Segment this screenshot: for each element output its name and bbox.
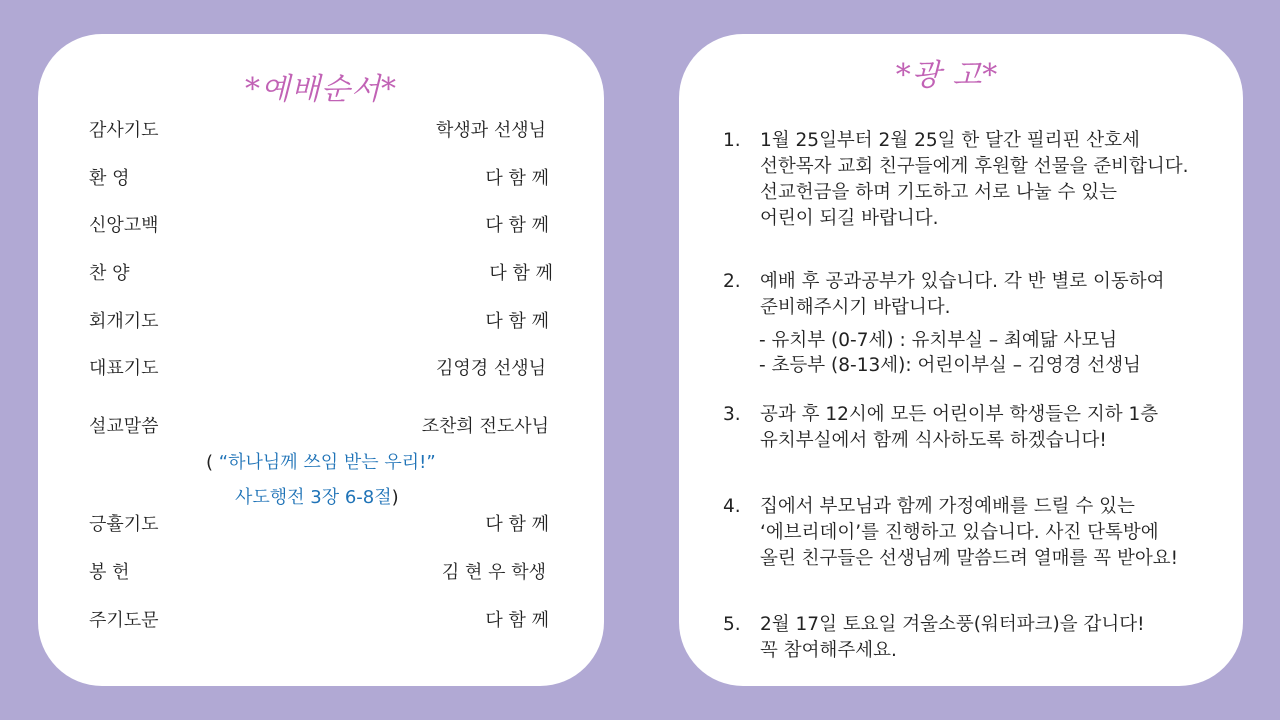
- worship-item: [89, 308, 549, 336]
- notice-line: 꼭 참여해주세요.: [760, 640, 897, 661]
- notice-line: 선교헌금을 하며 기도하고 서로 나눌 수 있는: [760, 182, 1117, 203]
- worship-item: [89, 165, 549, 193]
- worship-item: [89, 413, 549, 441]
- notice-line: 예배 후 공과공부가 있습니다. 각 반 별로 이동하여: [760, 271, 1165, 292]
- class-location-item: - 초등부 (8-13세): 어린이부실 – 김영경 선생님: [759, 355, 1141, 376]
- notice-text: [760, 402, 1223, 454]
- worship-item-name: 대표기도: [89, 358, 159, 379]
- worship-item-name: 긍휼기도: [89, 514, 159, 535]
- notice-line: 선한목자 교회 친구들에게 후원할 선물을 준비합니다.: [760, 156, 1189, 177]
- worship-item: [89, 355, 549, 383]
- notice-line: 공과 후 12시에 모든 어린이부 학생들은 지하 1층: [760, 404, 1159, 425]
- worship-item: [89, 212, 549, 240]
- worship-item-name: 회개기도: [89, 311, 159, 332]
- worship-item-name: 환 영: [89, 168, 130, 189]
- sermon-title-line: [206, 450, 436, 476]
- worship-item-leader: 다 함 께: [489, 263, 553, 284]
- worship-item-name: 주기도문: [89, 610, 159, 631]
- close-paren: ): [391, 487, 399, 508]
- notice-number: 1.: [723, 130, 741, 151]
- notice-line: ‘에브리데이’를 진행하고 있습니다. 사진 단톡방에: [760, 522, 1159, 543]
- notice-line: 집에서 부모님과 함께 가정예배를 드릴 수 있는: [760, 496, 1135, 517]
- worship-item-leader: 다 함 께: [485, 514, 549, 535]
- notices-card: [679, 34, 1243, 686]
- notice-text: [760, 494, 1223, 572]
- worship-item: [89, 260, 553, 288]
- class-location-item: - 유치부 (0-7세) : 유치부실 – 최예닮 사모님: [759, 330, 1118, 351]
- notice-text: [760, 128, 1223, 232]
- notice-line: 1월 25일부터 2월 25일 한 달간 필리핀 산호세: [760, 130, 1140, 151]
- worship-item-name: 설교말씀: [89, 416, 159, 437]
- worship-item-leader: 다 함 께: [485, 168, 549, 189]
- notice-text: [760, 612, 1223, 664]
- worship-item-name: 봉 헌: [89, 562, 130, 583]
- notice-number: 5.: [723, 614, 741, 635]
- sermon-title: “하나님께 쓰임 받는 우리!”: [218, 452, 436, 473]
- worship-item-name: 감사기도: [89, 120, 159, 141]
- worship-item-leader: 학생과 선생님: [435, 120, 546, 141]
- notice-line: 어린이 되길 바랍니다.: [760, 208, 939, 229]
- worship-item-leader: 다 함 께: [485, 610, 549, 631]
- worship-item-leader: 다 함 께: [485, 311, 549, 332]
- worship-item: [89, 607, 549, 635]
- notice-number: 4.: [723, 496, 741, 517]
- worship-item-name: 찬 양: [89, 263, 130, 284]
- worship-order-card: [38, 34, 604, 686]
- sermon-reference-line: [235, 485, 399, 511]
- notice-line: 유치부실에서 함께 식사하도록 하겠습니다!: [760, 430, 1107, 451]
- worship-item-leader: 다 함 께: [485, 215, 549, 236]
- notice-line: 2월 17일 토요일 겨울소풍(워터파크)을 갑니다!: [760, 614, 1145, 635]
- notice-number: 2.: [723, 271, 741, 292]
- notices-title: *광 고*: [895, 58, 999, 93]
- open-paren: (: [206, 452, 219, 473]
- worship-order-title: *예배순서*: [245, 72, 397, 107]
- worship-item: [89, 559, 549, 587]
- notice-line: 올린 친구들은 선생님께 말씀드려 열매를 꼭 받아요!: [760, 548, 1178, 569]
- notice-line: 준비해주시기 바랍니다.: [760, 297, 951, 318]
- worship-item-leader: 김 현 우 학생: [441, 562, 546, 583]
- worship-item-name: 신앙고백: [89, 215, 159, 236]
- notice-number: 3.: [723, 404, 741, 425]
- worship-item: [89, 511, 549, 539]
- worship-item-leader: 김영경 선생님: [435, 358, 546, 379]
- sermon-reference: 사도행전 3장 6-8절: [235, 487, 392, 508]
- worship-item: [89, 117, 549, 145]
- notice-text: [760, 269, 1223, 321]
- worship-item-leader: 조찬희 전도사님: [421, 416, 549, 437]
